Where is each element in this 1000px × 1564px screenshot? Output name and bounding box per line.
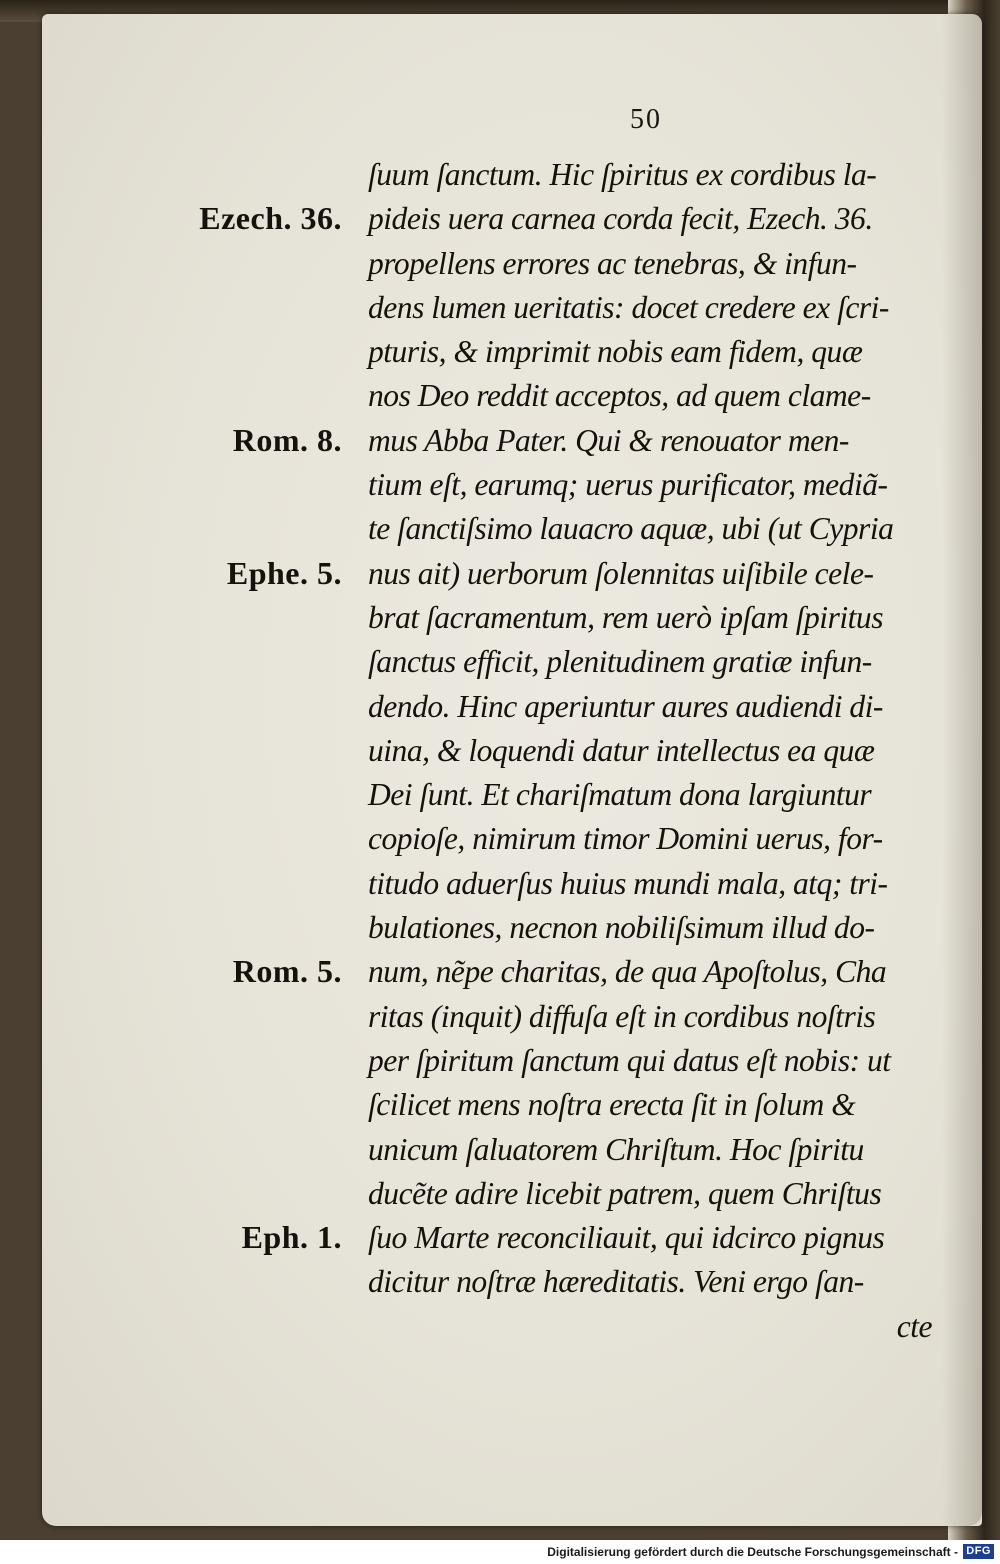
- text-line: tium eſt, earumq; uerus purificator, mediã-: [368, 466, 888, 503]
- text-line: num, nẽpe charitas, de qua Apoſtolus, Cha: [368, 953, 887, 990]
- funding-credit: Digitalisierung gefördert durch die Deutsche Forschungsgemeinschaft -: [547, 1545, 958, 1559]
- marginal-note: Eph. 1.: [241, 1219, 342, 1256]
- text-line: ſanctus efficit, plenitudinem gratiæ infun-: [368, 643, 872, 680]
- text-line: propellens errores ac tenebras, & infun-: [368, 244, 857, 281]
- text-line: pideis uera carnea corda fecit, Ezech. 36.: [368, 200, 873, 237]
- show-through-ink: [182, 1004, 322, 1124]
- text-line: unicum ſaluatorem Chriſtum. Hoc ſpiritu: [368, 1130, 864, 1167]
- text-line: nus ait) uerborum ſolennitas uiſibile cele-: [368, 554, 874, 591]
- text-line: ſuo Marte reconciliauit, qui idcirco pignus: [368, 1219, 885, 1256]
- text-line: per ſpiritum ſanctum qui datus eſt nobis: ut: [368, 1041, 891, 1078]
- text-line: dens lumen ueritatis: docet credere ex ſcri-: [368, 288, 889, 325]
- marginal-note: Rom. 8.: [232, 421, 342, 458]
- text-line: mus Abba Pater. Qui & renouator men-: [368, 421, 849, 458]
- text-line: copioſe, nimirum timor Domini uerus, for-: [368, 820, 883, 857]
- text-line: Dei ſunt. Et chariſmatum dona largiuntur: [368, 776, 872, 813]
- marginal-note: Ezech. 36.: [199, 200, 342, 237]
- text-line: brat ſacramentum, rem uerò ipſam ſpiritus: [368, 598, 883, 635]
- marginal-note: Ephe. 5.: [226, 554, 342, 591]
- digitization-footer: [0, 1540, 1000, 1564]
- text-line: bulationes, necnon nobiliſsimum illud do-: [368, 909, 875, 946]
- text-line: ſuum ſanctum. Hic ſpiritus ex cordibus la-: [368, 156, 877, 192]
- page-number: 50: [630, 104, 662, 135]
- show-through-ink: [182, 684, 322, 744]
- text-line: uina, & loquendi datur intellectus ea quæ: [368, 731, 875, 768]
- marginal-note: Rom. 5.: [232, 953, 342, 990]
- text-line: titudo aduerſus huius mundi mala, atq; tri-: [368, 864, 888, 901]
- text-line: ſcilicet mens noſtra erecta ſit in ſolum &: [368, 1086, 856, 1123]
- text-line: nos Deo reddit acceptos, ad quem clame-: [368, 377, 871, 414]
- text-line: dendo. Hinc aperiuntur aures audiendi di-: [368, 687, 883, 724]
- text-line: pturis, & imprimit nobis eam fidem, quæ: [368, 333, 863, 370]
- text-line: ducẽte adire licebit patrem, quem Chriſtus: [368, 1174, 882, 1211]
- text-line: te ſanctiſsimo lauacro aquæ, ubi (ut Cypria: [368, 510, 894, 547]
- text-line: cte: [896, 1307, 932, 1344]
- main-text-block: [368, 152, 948, 1348]
- text-line: dicitur noſtræ hæreditatis. Veni ergo ſan-: [368, 1263, 864, 1300]
- text-line: ritas (inquit) diffuſa eſt in cordibus noſtris: [368, 997, 876, 1034]
- dfg-logo: DFG: [963, 1544, 994, 1559]
